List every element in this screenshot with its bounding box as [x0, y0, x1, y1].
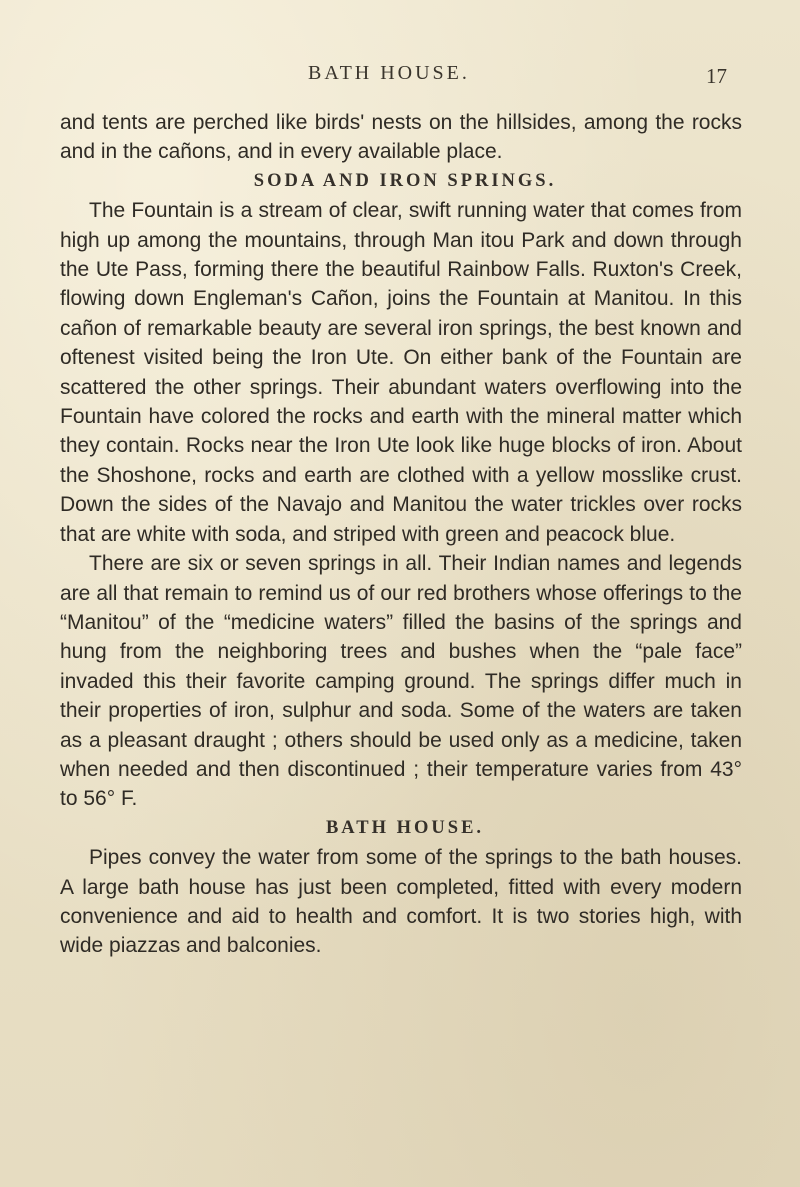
- body-text: [60, 108, 742, 961]
- paragraph-bath-house: Pipes convey the water from some of the springs to the bath houses. A large bath house has just been completed, fitted with every modern convenience and aid to health and comfort. It is two stories high, with wide piazzas and balconies.: [60, 846, 742, 958]
- paragraph-springs: There are six or seven springs in all. Their Indian names and legends are all that remain to remind us of our red brothers whose offerings to the “Manitou” of the “medicine waters” filled the basins of the springs and hung from the neighboring trees and bushes when the “pale face” invaded this their favorite camping ground. The springs differ much in their properties of iron, sulphur and soda. Some of the waters are taken as a pleasant draught ; others should be used only as a medicine, taken when needed and then discontinued ; their temperature varies from 43° to 56° F.: [60, 552, 742, 811]
- paragraph-fountain: The Fountain is a stream of clear, swift running water that comes from high up among the mountains, through Man itou Park and down through the Ute Pass, forming there the beautiful Rainbow Falls. Ruxton's Creek, flowing down Engleman's Cañon, joins the Fountain at Manitou. In this cañon of remarkable beauty are several iron springs, the best known and oftenest visited being the Iron Ute. On either bank of the Fountain are scattered the other springs. Their abundant waters overflowing into the Fountain have colored the rocks and earth with the mineral matter which they contain. Rocks near the Iron Ute look like huge blocks of iron. About the Shoshone, rocks and earth are clothed with a yellow mosslike crust. Down the sides of the Navajo and Manitou the water trickles over rocks that are white with soda, and striped with green and peacock blue.: [60, 199, 742, 546]
- running-head-title: BATH HOUSE.: [308, 62, 470, 84]
- section-heading-bath-house: BATH HOUSE.: [325, 817, 485, 838]
- running-head: [0, 62, 800, 92]
- continuation-paragraph: and tents are perched like birds' nests on the hillsides, among the rocks and in the cañons, and in every available place.: [60, 111, 742, 164]
- page-number: 17: [706, 64, 727, 88]
- section-heading-soda-and-iron-springs: SODA AND IRON SPRINGS.: [253, 170, 557, 191]
